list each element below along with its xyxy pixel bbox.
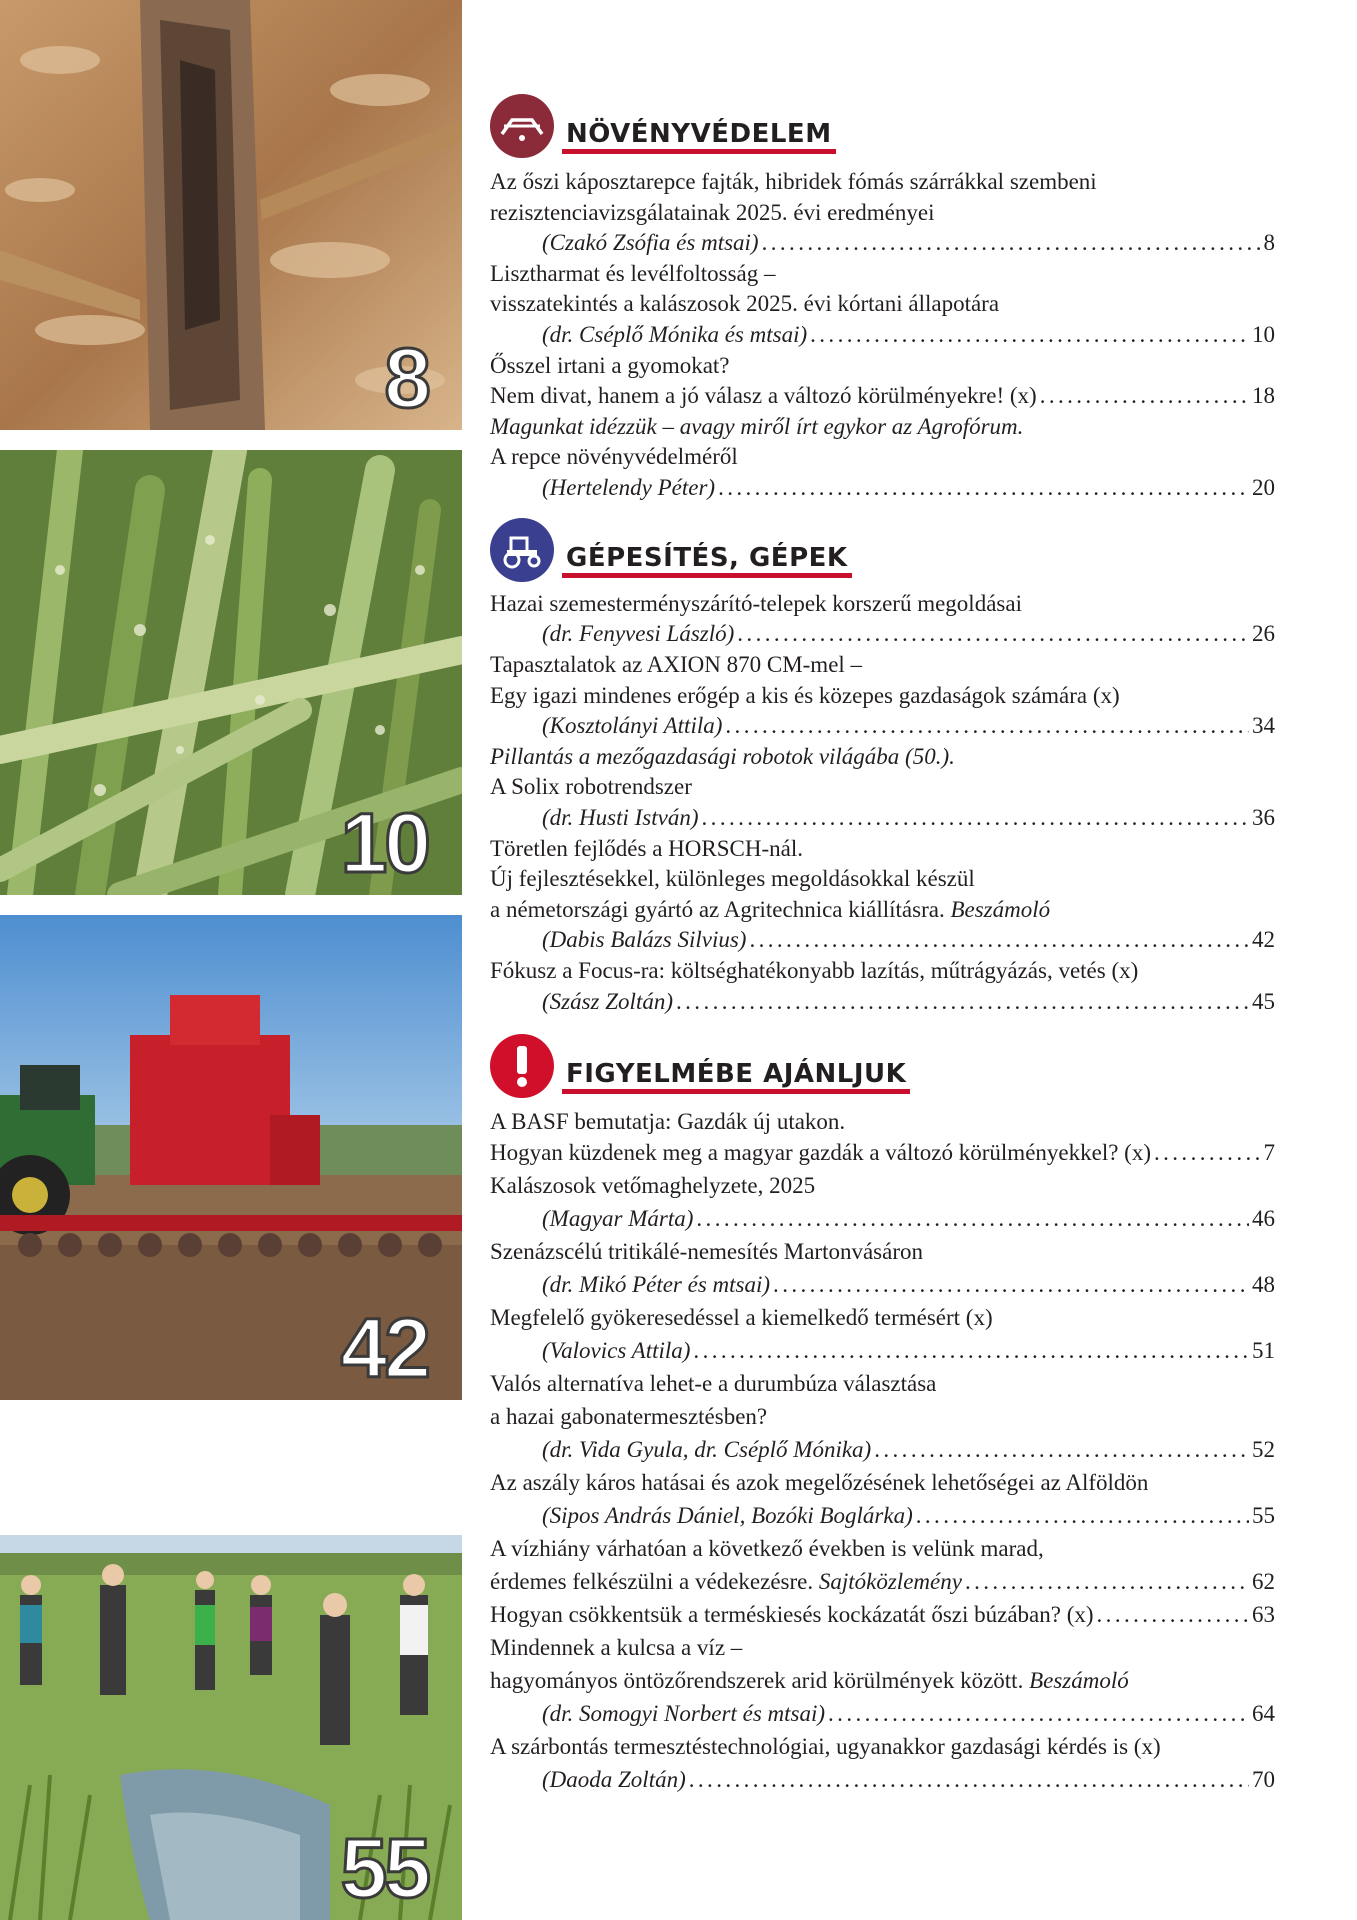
dot-leader: [702, 802, 1249, 833]
page-number: 62: [1252, 1569, 1275, 1594]
dot-leader: [916, 1500, 1249, 1531]
toc-entry[interactable]: [490, 380, 1275, 411]
article-title: Valós alternatíva lehet-e a durumbúza választása: [490, 1371, 937, 1396]
toc-entry[interactable]: [542, 924, 1275, 955]
article-title: Megfelelő gyökeresedéssel a kiemelkedő termésért (x): [490, 1305, 993, 1330]
page-number: 46: [1252, 1206, 1275, 1231]
article-title: A vízhiány várhatóan a következő években is velünk marad,: [490, 1536, 1044, 1561]
section-title: FIGYELMÉBE AJÁNLJUK: [562, 1059, 910, 1094]
page-number: 63: [1252, 1602, 1275, 1627]
entry-author: (Hertelendy Péter): [542, 475, 716, 500]
dot-leader: [749, 924, 1249, 955]
article-title: A Solix robotrendszer: [490, 774, 692, 799]
article-title: Az aszály káros hatásai és azok megelőzésének lehetőségei az Alföldön: [490, 1470, 1149, 1495]
report-tag: Beszámoló: [1029, 1668, 1129, 1693]
entry-title: Nem divat, hanem a jó válasz a változó körülményekre! (x): [490, 383, 1037, 408]
toc-entry[interactable]: [542, 227, 1275, 258]
article-title: Töretlen fejlődés a HORSCH-nál.: [490, 836, 803, 861]
dot-leader: [737, 618, 1249, 649]
entry-title: Hogyan küzdenek meg a magyar gazdák a változó körülményekkel? (x): [490, 1140, 1151, 1165]
page-number: 7: [1263, 1140, 1275, 1165]
toc-entry[interactable]: [542, 1500, 1275, 1531]
dot-leader: [689, 1764, 1249, 1795]
dot-leader: [696, 1203, 1249, 1234]
page-number: 36: [1252, 805, 1275, 830]
page-number: 10: [1252, 322, 1275, 347]
dot-leader: [762, 227, 1261, 258]
photo-page-number: 10: [340, 796, 428, 890]
section-title: GÉPESÍTÉS, GÉPEK: [562, 543, 852, 578]
entry-title: érdemes felkészülni a védekezésre. Sajtóközlemény: [490, 1569, 962, 1594]
article-title: rezisztenciavizsgálatainak 2025. évi eredményei: [490, 200, 935, 225]
page-number: 64: [1252, 1701, 1275, 1726]
dot-leader: [965, 1566, 1249, 1597]
toc-entry[interactable]: [490, 1137, 1275, 1168]
toc-entry[interactable]: [542, 1698, 1275, 1729]
toc-entry[interactable]: [542, 1434, 1275, 1465]
entry-author: (dr. Cséplő Mónika és mtsai): [542, 322, 808, 347]
dot-leader: [828, 1698, 1249, 1729]
article-title: Egy igazi mindenes erőgép a kis és közepes gazdaságok számára (x): [490, 683, 1120, 708]
dot-leader: [718, 472, 1249, 503]
section-header-recommended: [490, 1028, 910, 1098]
toc-entry[interactable]: [542, 1764, 1275, 1795]
photo-page-number: 42: [340, 1301, 428, 1395]
dot-leader: [676, 986, 1249, 1017]
page-number: 48: [1252, 1272, 1275, 1297]
page-number: 18: [1252, 383, 1275, 408]
article-title: Mindennek a kulcsa a víz –: [490, 1635, 743, 1660]
page-number: 34: [1252, 713, 1275, 738]
photo-people-wet-field: [0, 1535, 462, 1920]
article-title: Szenázscélú tritikálé-nemesítés Martonvásáron: [490, 1239, 924, 1264]
dot-leader: [1040, 380, 1249, 411]
dot-leader: [810, 319, 1249, 350]
page-number: 8: [1263, 230, 1275, 255]
entry-author: (dr. Husti István): [542, 805, 699, 830]
sprayer-icon: [490, 94, 554, 158]
dot-leader: [874, 1434, 1249, 1465]
toc-entry[interactable]: [490, 1599, 1275, 1630]
page-number: 51: [1252, 1338, 1275, 1363]
entry-author: (Magyar Márta): [542, 1206, 694, 1231]
page-number: 20: [1252, 475, 1275, 500]
page-number: 52: [1252, 1437, 1275, 1462]
section-title: NÖVÉNYVÉDELEM: [562, 119, 836, 154]
article-title: Lisztharmat és levélfoltosság –: [490, 261, 776, 286]
entry-author: (dr. Vida Gyula, dr. Cséplő Mónika): [542, 1437, 872, 1462]
dot-leader: [725, 710, 1249, 741]
toc-entry[interactable]: [542, 1269, 1275, 1300]
dot-leader: [773, 1269, 1249, 1300]
page-number: 70: [1252, 1767, 1275, 1792]
article-title: Ősszel irtani a gyomokat?: [490, 353, 730, 378]
article-title: A repce növényvédelméről: [490, 444, 738, 469]
section-header-mechanization: [490, 512, 852, 582]
dot-leader: [1154, 1137, 1261, 1168]
toc-entry[interactable]: [542, 710, 1275, 741]
article-title: Pillantás a mezőgazdasági robotok világába (50.).: [490, 744, 955, 769]
entry-author: (Kosztolányi Attila): [542, 713, 723, 738]
toc-entry[interactable]: [490, 1566, 1275, 1597]
entry-author: (Dabis Balázs Silvius): [542, 927, 747, 952]
page-number: 55: [1252, 1503, 1275, 1528]
tractor-icon: [490, 518, 554, 582]
article-title: Magunkat idézzük – avagy miről írt egykor az Agrofórum.: [490, 414, 1024, 439]
page-number: 42: [1252, 927, 1275, 952]
entry-author: (dr. Fenyvesi László): [542, 621, 735, 646]
page-number: 26: [1252, 621, 1275, 646]
press-release-tag: Sajtóközlemény: [818, 1569, 962, 1594]
report-tag: Beszámoló: [950, 897, 1051, 922]
article-title: Új fejlesztésekkel, különleges megoldásokkal készül: [490, 866, 975, 891]
entry-author: (Daoda Zoltán): [542, 1767, 686, 1792]
toc-entry[interactable]: [542, 802, 1275, 833]
article-title: a hazai gabonatermesztésben?: [490, 1404, 768, 1429]
article-title: Fókusz a Focus-ra: költséghatékonyabb lazítás, műtrágyázás, vetés (x): [490, 958, 1139, 983]
entry-author: (dr. Somogyi Norbert és mtsai): [542, 1701, 826, 1726]
toc-entry[interactable]: [542, 1335, 1275, 1366]
toc-entry[interactable]: [542, 618, 1275, 649]
photo-page-number: 55: [340, 1821, 428, 1915]
dot-leader: [693, 1335, 1249, 1366]
section-header-plant-protection: [490, 88, 836, 158]
entry-author: (Szász Zoltán): [542, 989, 673, 1014]
article-title: A BASF bemutatja: Gazdák új utakon.: [490, 1109, 846, 1134]
photo-rapeseed-stem: [0, 0, 462, 430]
article-title: a németországi gyártó az Agritechnica kiállításra. Beszámoló: [490, 897, 1051, 922]
entry-author: (Czakó Zsófia és mtsai): [542, 230, 759, 255]
toc-entry[interactable]: [542, 986, 1275, 1017]
photo-page-number: 8: [384, 331, 428, 425]
toc-entry[interactable]: [542, 319, 1275, 350]
dot-leader: [1097, 1599, 1249, 1630]
article-title: Hazai szemesterményszárító-telepek korszerű megoldásai: [490, 591, 1022, 616]
toc-entry[interactable]: [542, 472, 1275, 503]
article-title: Tapasztalatok az AXION 870 CM-mel –: [490, 652, 863, 677]
entry-author: (Sipos András Dániel, Bozóki Boglárka): [542, 1503, 913, 1528]
toc-entry[interactable]: [542, 1203, 1275, 1234]
article-title: Az őszi káposztarepce fajták, hibridek fómás szárrákkal szembeni: [490, 169, 1097, 194]
photo-seed-drill: [0, 915, 462, 1400]
article-title: hagyományos öntözőrendszerek arid körülmények között. Beszámoló: [490, 1668, 1129, 1693]
entry-author: (dr. Mikó Péter és mtsai): [542, 1272, 771, 1297]
page-number: 45: [1252, 989, 1275, 1014]
article-title: Kalászosok vetőmaghelyzete, 2025: [490, 1173, 816, 1198]
article-title: visszatekintés a kalászosok 2025. évi kórtani állapotára: [490, 291, 1000, 316]
article-title: A szárbontás termesztéstechnológiai, ugyanakkor gazdasági kérdés is (x): [490, 1734, 1161, 1759]
entry-author: (Valovics Attila): [542, 1338, 691, 1363]
entry-title: Hogyan csökkentsük a terméskiesés kockázatát őszi búzában? (x): [490, 1602, 1094, 1627]
exclamation-icon: [490, 1034, 554, 1098]
photo-cereal-leaves: [0, 450, 462, 895]
